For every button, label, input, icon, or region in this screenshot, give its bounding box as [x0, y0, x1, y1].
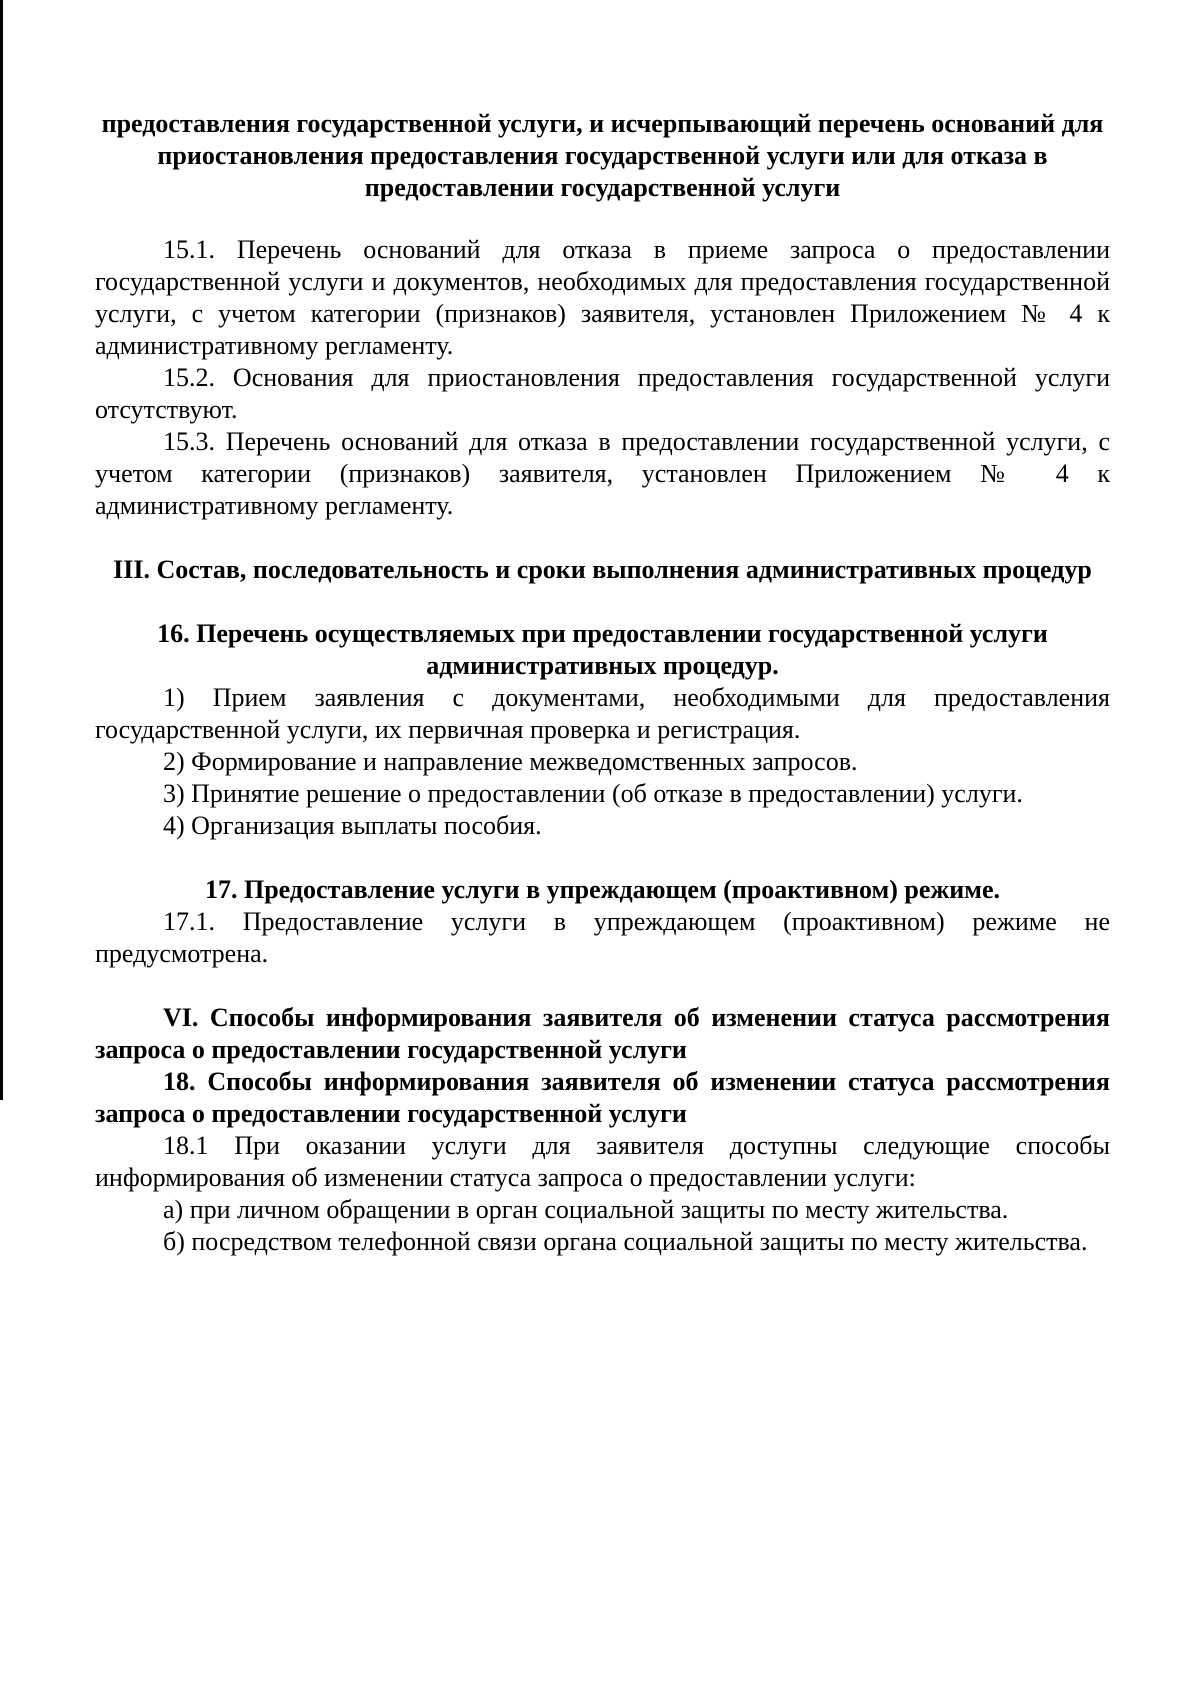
section-16-heading: 16. Перечень осуществляемых при предоставлении государственной услуги административных процедур.	[157, 619, 1048, 680]
chapter-6-heading: VI. Способы информирования заявителя об изменении статуса рассмотрения запроса о предоставлении государственной услуги	[95, 1003, 1110, 1064]
spacer	[95, 522, 1110, 554]
section-17-heading: 17. Предоставление услуги в упреждающем (проактивном) режиме.	[204, 875, 1000, 904]
list-item-16-2: 2) Формирование и направление межведомственных запросов.	[163, 747, 858, 776]
chapter-3-heading: III. Состав, последовательность и сроки выполнения административных процедур	[113, 555, 1092, 584]
paragraph-15-1: 15.1. Перечень оснований для отказа в приеме запроса о предоставлении государственной услуги и документов, необходимых для предоставления государственной услуги, с учетом категории (признаков) заявителя, установлен Приложением № 4 к административному регламенту.	[95, 235, 1110, 360]
spacer	[95, 970, 1110, 1002]
spacer	[95, 586, 1110, 618]
list-item-18-a: а) при личном обращении в орган социальной защиты по месту жительства.	[163, 1195, 1009, 1224]
section-15-heading: предоставления государственной услуги, и исчерпывающий перечень оснований для приостановления предоставления государственной услуги или для отказа в предоставлении государственной услуги	[101, 109, 1104, 202]
paragraph-15-3: 15.3. Перечень оснований для отказа в предоставлении государственной услуги, с учетом категории (признаков) заявителя, установлен Приложением № 4 к административному регламенту.	[95, 427, 1110, 520]
scan-edge-line	[0, 0, 3, 1100]
spacer	[95, 204, 1110, 234]
list-item-18-b: б) посредством телефонной связи органа социальной защиты по месту жительства.	[163, 1227, 1088, 1256]
section-18-heading: 18. Способы информирования заявителя об изменении статуса рассмотрения запроса о предоставлении государственной услуги	[95, 1067, 1110, 1128]
list-item-16-4: 4) Организация выплаты пособия.	[163, 811, 542, 840]
paragraph-18-1: 18.1 При оказании услуги для заявителя доступны следующие способы информирования об изменении статуса запроса о предоставлении услуги:	[95, 1131, 1110, 1192]
list-item-16-1: 1) Прием заявления с документами, необходимыми для предоставления государственной услуги, их первичная проверка и регистрация.	[95, 683, 1110, 744]
spacer	[95, 842, 1110, 874]
document-page	[95, 108, 1110, 1258]
list-item-16-3: 3) Принятие решение о предоставлении (об отказе в предоставлении) услуги.	[163, 779, 1023, 808]
paragraph-15-2: 15.2. Основания для приостановления предоставления государственной услуги отсутствуют.	[95, 363, 1110, 424]
paragraph-17-1: 17.1. Предоставление услуги в упреждающем (проактивном) режиме не предусмотрена.	[95, 907, 1110, 968]
